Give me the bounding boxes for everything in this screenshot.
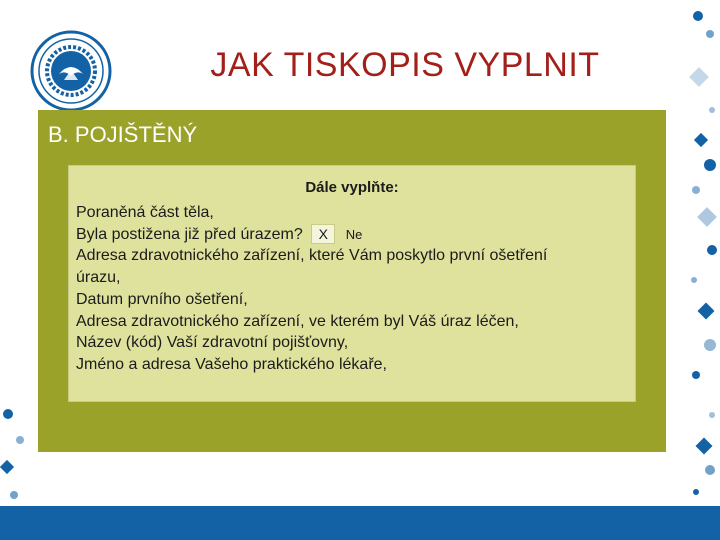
- footer-bar: [0, 506, 720, 540]
- content-panel: [38, 110, 666, 452]
- list-item: úrazu,: [76, 269, 121, 287]
- decorative-pattern-icon: [670, 0, 720, 540]
- list-item: [76, 224, 629, 246]
- list-item: Poraněná část těla,: [76, 204, 214, 221]
- list-item: Datum prvního ošetření,: [76, 290, 248, 308]
- checkbox-mark: X: [311, 224, 335, 244]
- decorative-pattern-left-icon: [0, 400, 30, 520]
- instruction-card: [68, 165, 636, 402]
- section-heading: B. POJIŠTĚNÝ: [48, 122, 198, 147]
- list-item: Adresa zdravotnického zařízení, které Vám poskytlo první ošetření: [76, 247, 548, 265]
- instruction-list: [76, 202, 629, 376]
- list-item: Jméno a adresa Vašeho praktického lékaře,: [76, 355, 387, 373]
- slide-title: JAK TISKOPIS VYPLNIT: [210, 46, 600, 84]
- option-label: Ne: [345, 226, 363, 242]
- card-heading: Dále vyplňte:: [305, 179, 399, 196]
- list-item: Adresa zdravotnického zařízení, ve kterém byl Váš úraz léčen,: [76, 312, 519, 330]
- question-text: Byla postižena již před úrazem?: [76, 225, 303, 243]
- list-item: Název (kód) Vaší zdravotní pojišťovny,: [76, 334, 349, 352]
- organization-logo-icon: [30, 30, 112, 112]
